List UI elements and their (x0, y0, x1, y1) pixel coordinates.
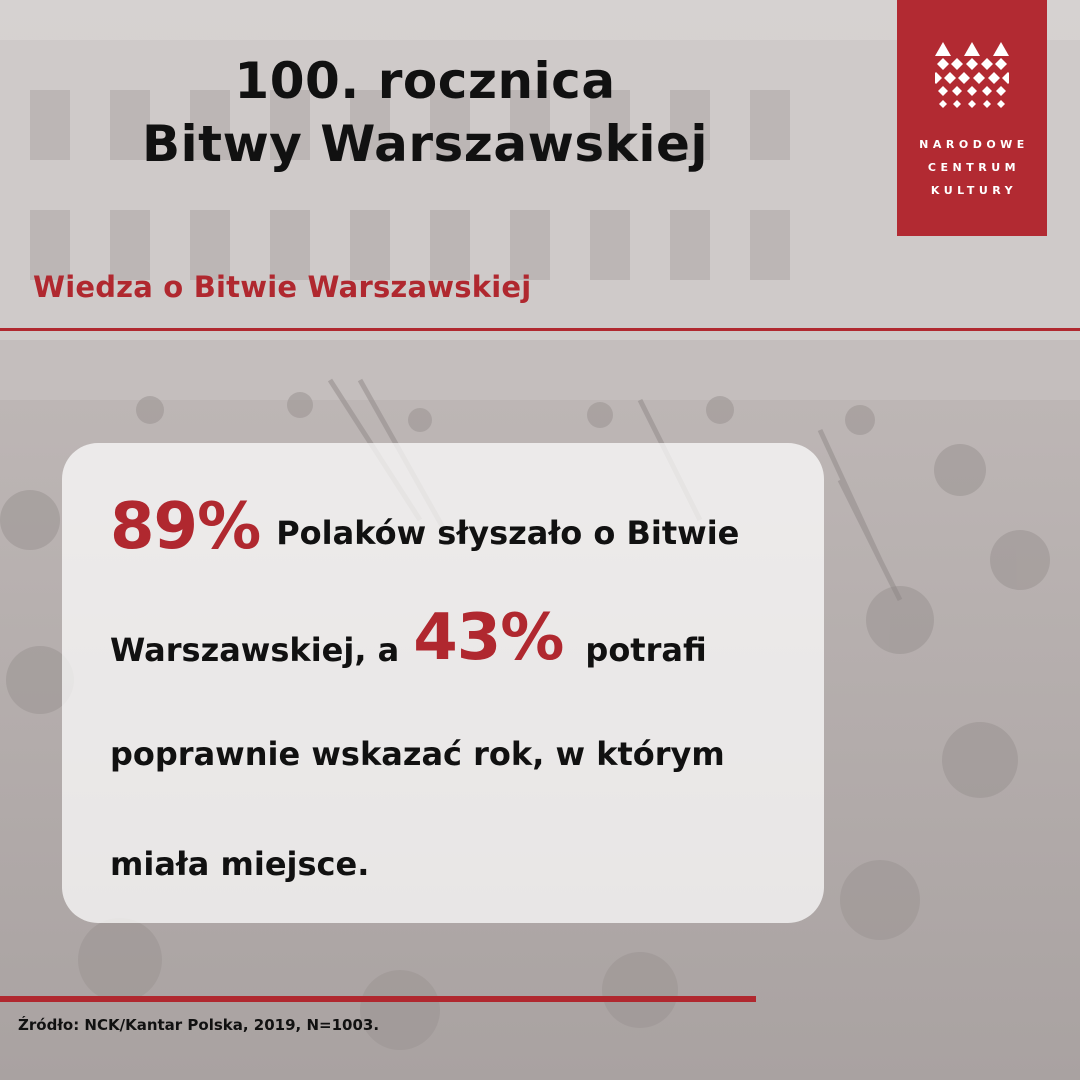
crown-icon (935, 42, 1009, 112)
stat-text-1: Polaków słyszało o Bitwie (276, 514, 740, 552)
source-note: Źródło: NCK/Kantar Polska, 2019, N=1003. (18, 1016, 380, 1034)
stat-line-2 (110, 603, 707, 677)
logo-line-1: NARODOWE (919, 138, 1029, 151)
stat-percent-heard: 89% (110, 490, 261, 564)
stat-text-2b: potrafi (585, 631, 707, 669)
stat-line-3: poprawnie wskazać rok, w którym (110, 735, 725, 773)
logo-line-3: KULTURY (930, 184, 1018, 197)
title-line-1: 100. rocznica (234, 52, 616, 110)
divider-bottom (0, 996, 756, 1002)
nck-logo (897, 0, 1047, 236)
page-title (0, 50, 850, 176)
section-heading: Wiedza o Bitwie Warszawskiej (33, 270, 532, 304)
stat-line-1 (110, 486, 740, 564)
stat-text-2a: Warszawskiej, a (110, 631, 400, 669)
logo-text (897, 133, 1047, 202)
stat-line-4: miała miejsce. (110, 845, 370, 883)
stat-percent-year: 43% (413, 601, 564, 675)
logo-line-2: CENTRUM (927, 161, 1021, 174)
title-line-2: Bitwy Warszawskiej (141, 115, 709, 173)
divider-top (0, 328, 1080, 331)
